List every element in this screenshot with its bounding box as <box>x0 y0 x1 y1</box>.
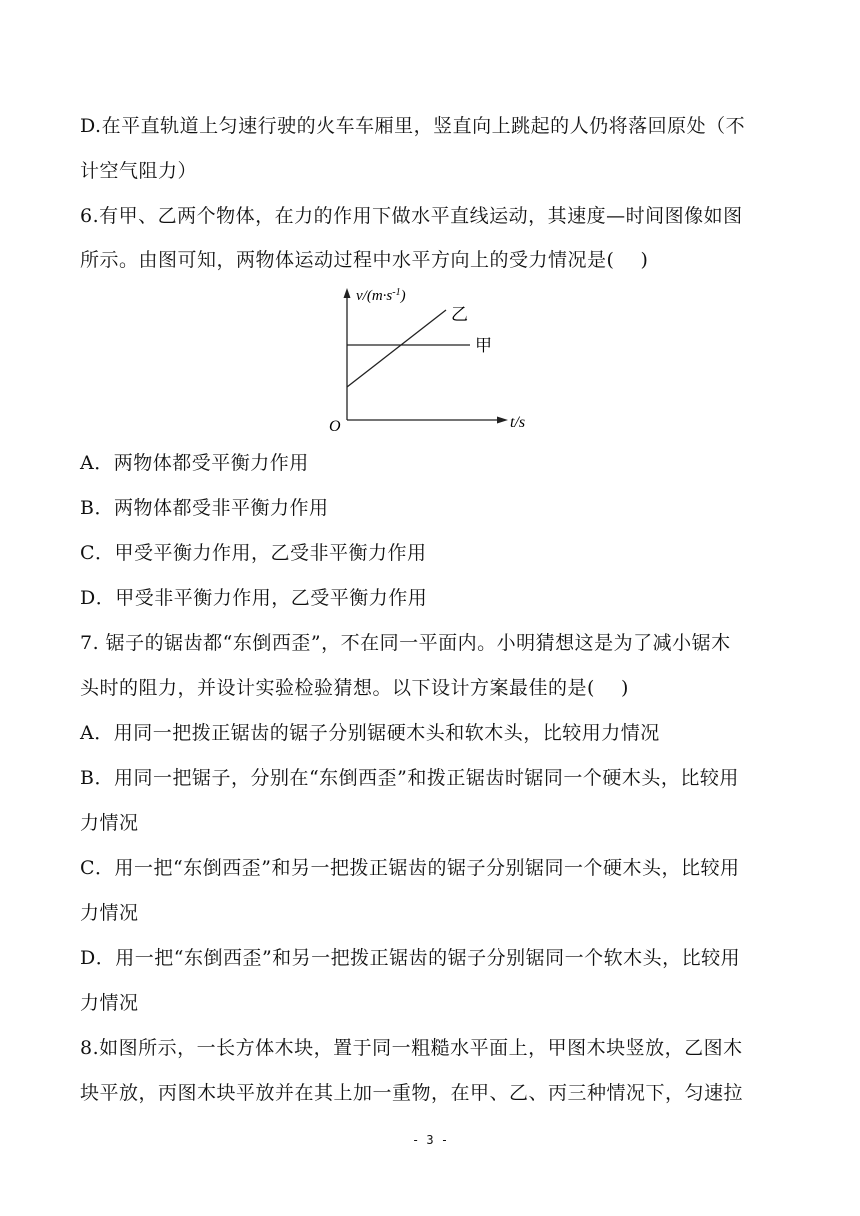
q7-option-b-line1: B．用同一把锯子，分别在“东倒西歪”和拨正锯齿时锯同一个硬木头，比较用 <box>80 767 739 789</box>
q8-stem-line2: 块平放，丙图木块平放并在其上加一重物，在甲、乙、丙三种情况下，匀速拉 <box>80 1082 744 1104</box>
q6-stem-line1: 6.有甲、乙两个物体，在力的作用下做水平直线运动，其速度—时间图像如图 <box>80 205 743 227</box>
origin-label: O <box>329 418 341 435</box>
q6-stem-line2: 所示。由图可知，两物体运动过程中水平方向上的受力情况是( ) <box>80 249 649 271</box>
q7-option-d-line2: 力情况 <box>80 992 139 1014</box>
q7-option-c-line2: 力情况 <box>80 902 139 924</box>
q6-option-b: B．两物体都受非平衡力作用 <box>80 497 329 519</box>
q8-stem-line1: 8.如图所示，一长方体木块，置于同一粗糙水平面上，甲图木块竖放，乙图木 <box>80 1037 743 1059</box>
q7-option-b-line2: 力情况 <box>80 812 139 834</box>
q7-stem-line2: 头时的阻力，并设计实验检验猜想。以下设计方案最佳的是( ) <box>80 677 629 699</box>
series-yi-label: 乙 <box>451 305 468 324</box>
series-jia-label: 甲 <box>475 336 492 355</box>
q7-stem-line1: 7. 锯子的锯齿都“东倒西歪”，不在同一平面内。小明猜想这是为了减小锯木 <box>80 632 731 654</box>
q5-option-d-line1: D.在平直轨道上匀速行驶的火车车厢里，竖直向上跳起的人仍将落回原处（不 <box>80 115 746 137</box>
q6-option-a: A．两物体都受平衡力作用 <box>80 452 309 474</box>
y-axis-label: $v/(m\cdot s^{-1})$ <box>356 287 406 304</box>
velocity-time-graph <box>320 280 526 435</box>
q7-option-d-line1: D．用一把“东倒西歪”和另一把拨正锯齿的锯子分别锯同一个软木头，比较用 <box>80 947 741 969</box>
y-axis-arrow <box>344 288 351 298</box>
q7-option-c-line1: C．用一把“东倒西歪”和另一把拨正锯齿的锯子分别锯同一个硬木头，比较用 <box>80 857 740 879</box>
q5-option-d-line2: 计空气阻力） <box>80 160 198 182</box>
page-number: - 3 - <box>411 1133 449 1147</box>
q7-option-a: A．用同一把拨正锯齿的锯子分别锯硬木头和软木头，比较用力情况 <box>80 722 660 744</box>
x-axis-label: t/s <box>510 414 526 431</box>
q6-option-d: D．甲受非平衡力作用，乙受平衡力作用 <box>80 587 428 609</box>
series-yi-line <box>347 310 446 387</box>
q6-option-c: C．甲受平衡力作用，乙受非平衡力作用 <box>80 542 427 564</box>
x-axis-arrow <box>497 417 508 424</box>
